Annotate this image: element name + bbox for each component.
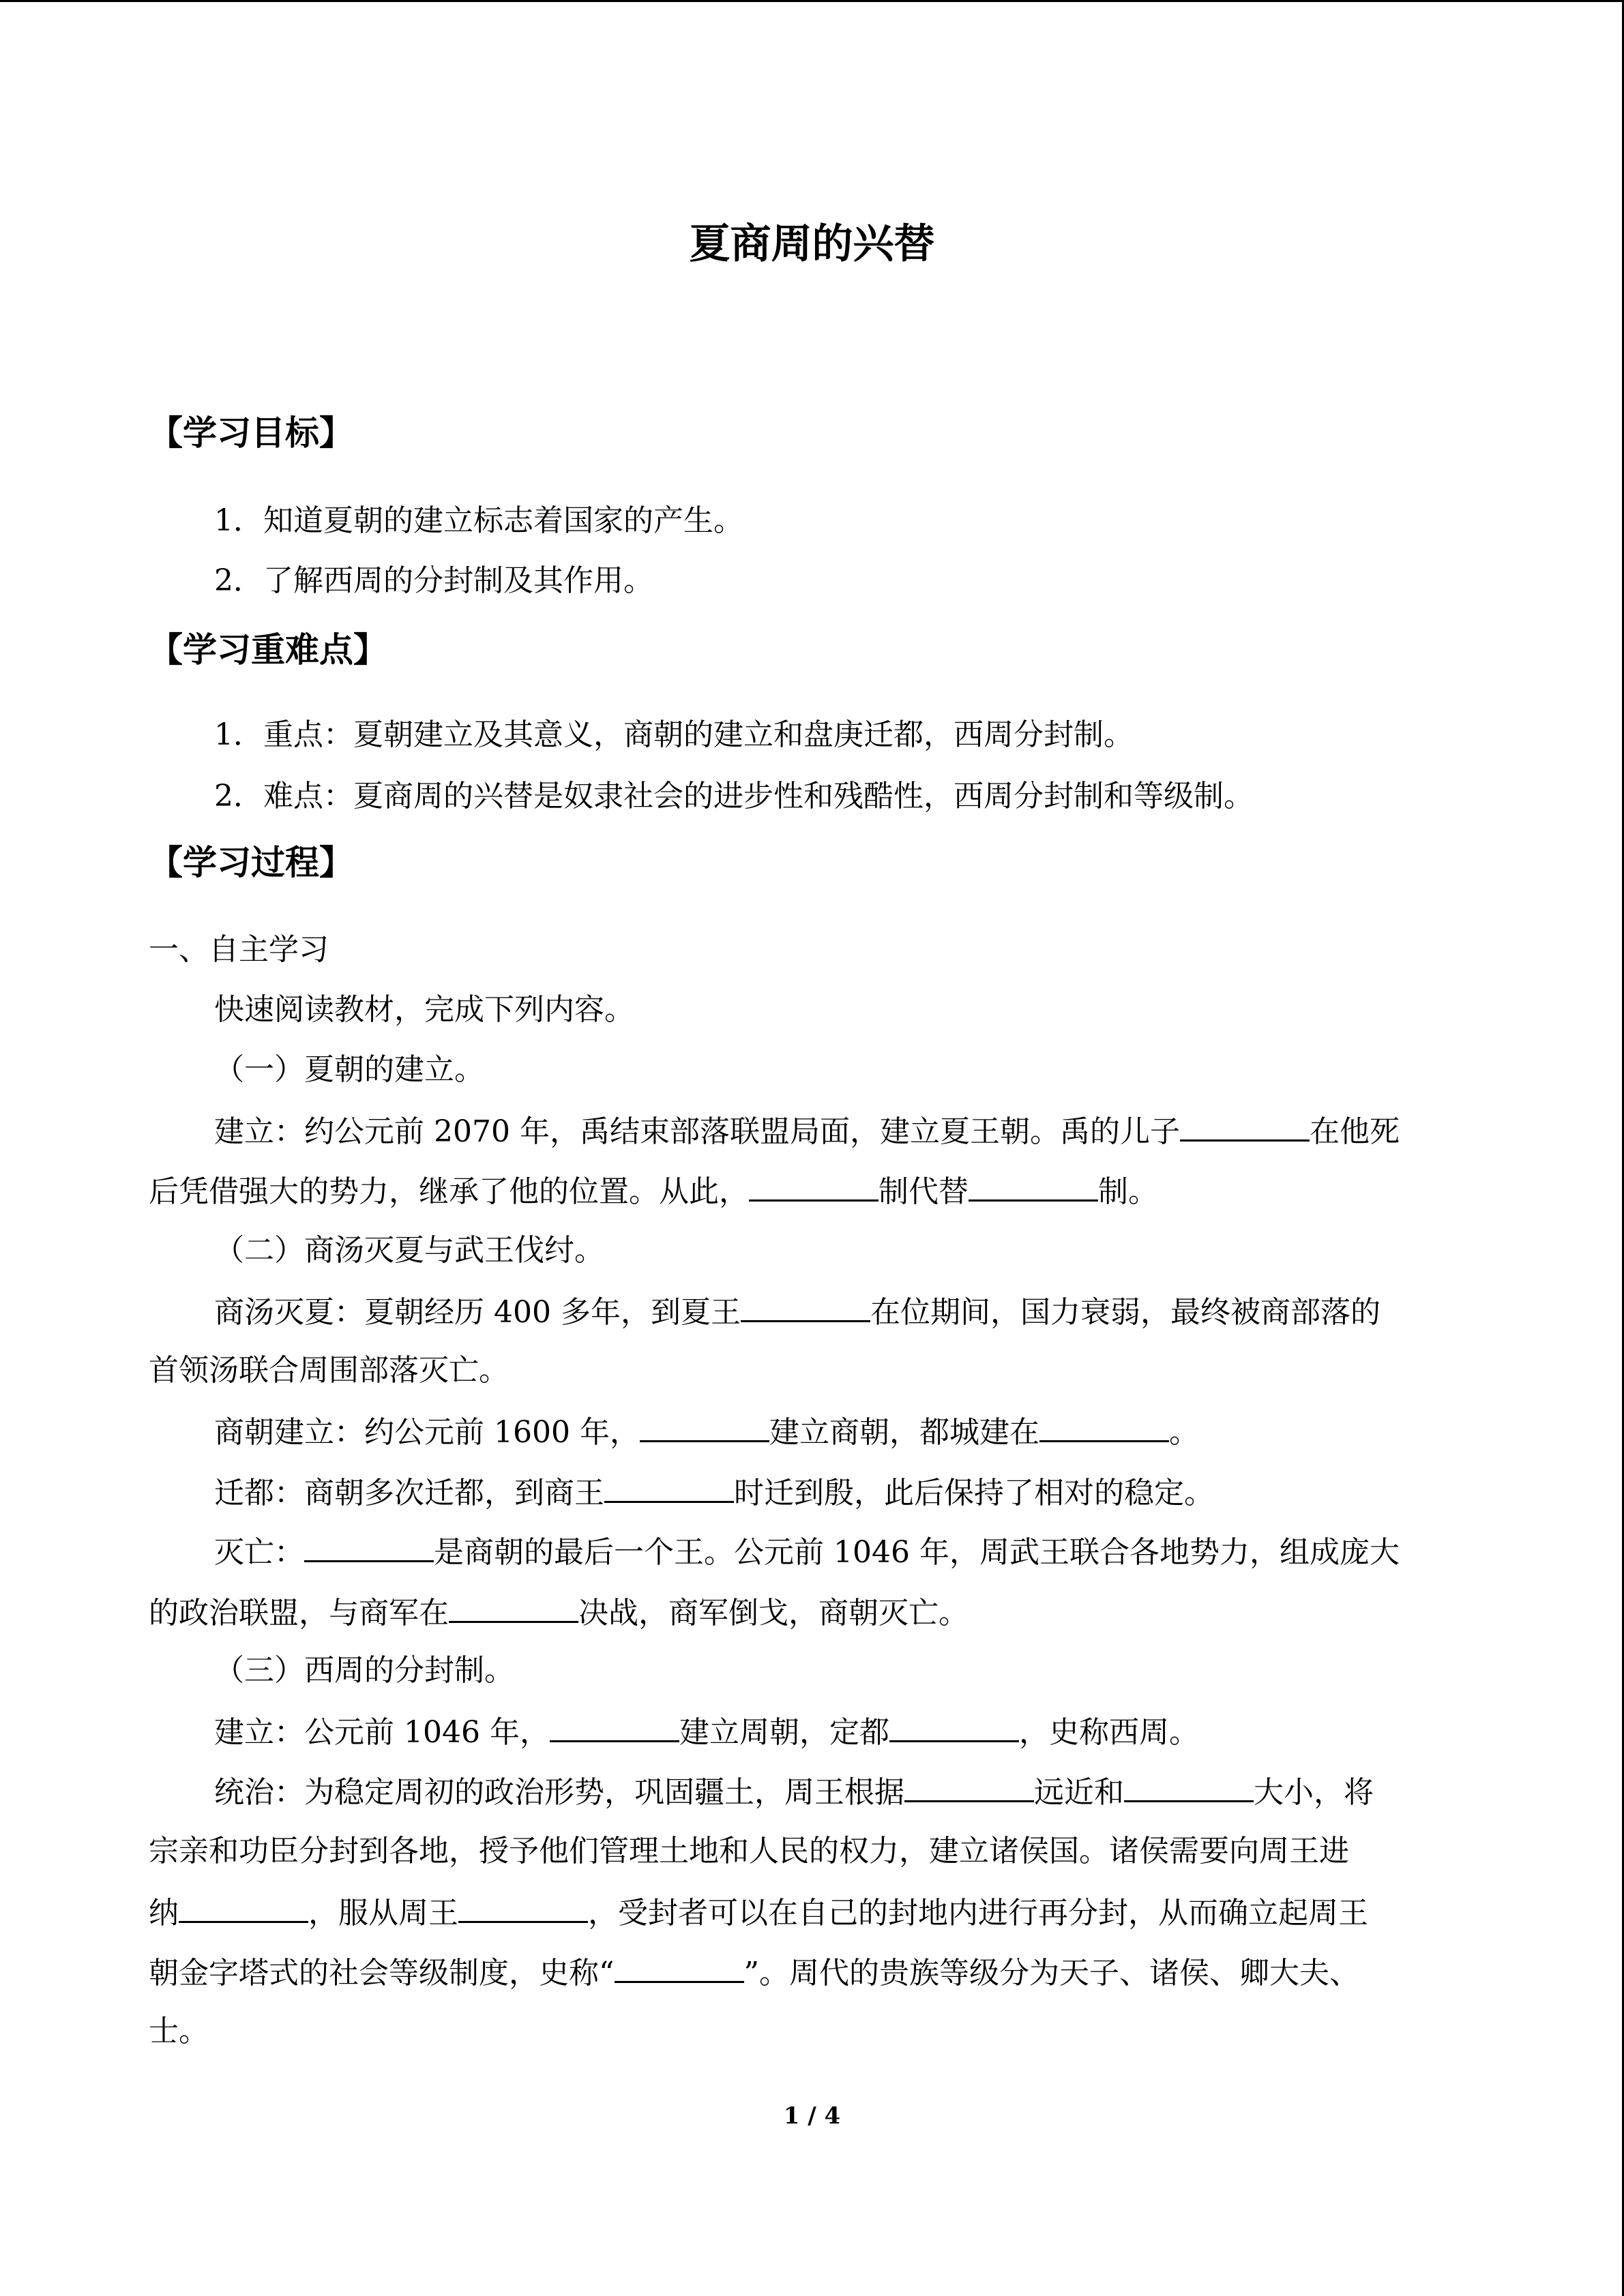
sub1-paragraph-line-2: 后凭借强大的势力，继承了他的位置。从此， 制代替 制。 [149,1169,1158,1212]
fill-blank[interactable] [1039,1410,1169,1442]
fill-blank[interactable] [550,1710,679,1742]
sub1-paragraph-line-1: 建立：约公元前 2070 年，禹结束部落联盟局面，建立夏王朝。禹的儿子 在他死 [214,1109,1400,1152]
sub3-title: （三）西周的分封制。 [214,1653,514,1688]
instruction-text: 快速阅读教材，完成下列内容。 [214,992,634,1027]
part1-title: 一、自主学习 [149,932,329,967]
sub2-paragraph-1-line-2: 首领汤联合周围部落灭亡。 [149,1353,509,1388]
fill-blank[interactable] [458,1891,588,1923]
sub2-paragraph-4-line-1: 灭亡： 是商朝的最后一个王。公元前 1046 年，周武王联合各地势力，组成庞大 [214,1530,1400,1573]
objectives-heading: 【学习目标】 [149,413,353,453]
fill-blank[interactable] [749,1169,879,1202]
page-number: 1 / 4 [783,2102,841,2130]
process-heading: 【学习过程】 [149,843,353,882]
fill-blank[interactable] [741,1290,870,1322]
fill-blank[interactable] [889,1710,1019,1742]
page-border-top [0,0,1624,2]
sub3-paragraph-2-line-2: 宗亲和功臣分封到各地，授予他们管理土地和人民的权力，建立诸侯国。诸侯需要向周王进 [149,1834,1349,1868]
fill-blank[interactable] [304,1530,434,1562]
fill-blank[interactable] [604,1471,734,1503]
sub3-paragraph-1: 建立：公元前 1046 年， 建立周朝，定都 ，史称西周。 [214,1710,1199,1753]
fill-blank[interactable] [449,1591,578,1623]
page-title: 夏商周的兴替 [689,220,935,268]
sub1-title: （一）夏朝的建立。 [214,1052,484,1087]
fill-blank[interactable] [969,1169,1098,1202]
sub2-title: （二）商汤灭夏与武王伐纣。 [214,1233,604,1268]
sub3-paragraph-2-line-1: 统治：为稳定周初的政治形势，巩固疆土，周王根据 远近和 大小，将 [214,1770,1374,1813]
fill-blank[interactable] [640,1410,769,1442]
fill-blank[interactable] [1124,1770,1254,1802]
key-point-item-2: 2．难点：夏商周的兴替是奴隶社会的进步性和残酷性，西周分封制和等级制。 [214,779,1254,814]
fill-blank[interactable] [1180,1109,1310,1142]
sub3-paragraph-2-line-5: 士。 [149,2014,209,2048]
objective-item-2: 2．了解西周的分封制及其作用。 [214,563,653,598]
sub3-paragraph-2-line-3: 纳 ，服从周王 ，受封者可以在自己的封地内进行再分封，从而确立起周王 [149,1891,1368,1934]
fill-blank[interactable] [179,1891,308,1923]
sub2-paragraph-1-line-1: 商汤灭夏：夏朝经历 400 多年，到夏王 在位期间，国力衰弱，最终被商部落的 [214,1290,1381,1333]
objective-item-1: 1．知道夏朝的建立标志着国家的产生。 [214,503,743,538]
sub2-paragraph-4-line-2: 的政治联盟，与商军在 决战，商军倒戈，商朝灭亡。 [149,1591,969,1634]
sub3-paragraph-2-line-4: 朝金字塔式的社会等级制度，史称“ ”。周代的贵族等级分为天子、诸侯、卿大夫、 [149,1951,1359,1994]
fill-blank[interactable] [615,1951,744,1983]
key-points-heading: 【学习重难点】 [149,630,387,670]
sub2-paragraph-2: 商朝建立：约公元前 1600 年， 建立商朝，都城建在 。 [214,1410,1199,1453]
fill-blank[interactable] [904,1770,1034,1802]
key-point-item-1: 1．重点：夏朝建立及其意义，商朝的建立和盘庚迁都，西周分封制。 [214,717,1134,752]
sub2-paragraph-3: 迁都：商朝多次迁都，到商王 时迁到殷，此后保持了相对的稳定。 [214,1471,1214,1514]
